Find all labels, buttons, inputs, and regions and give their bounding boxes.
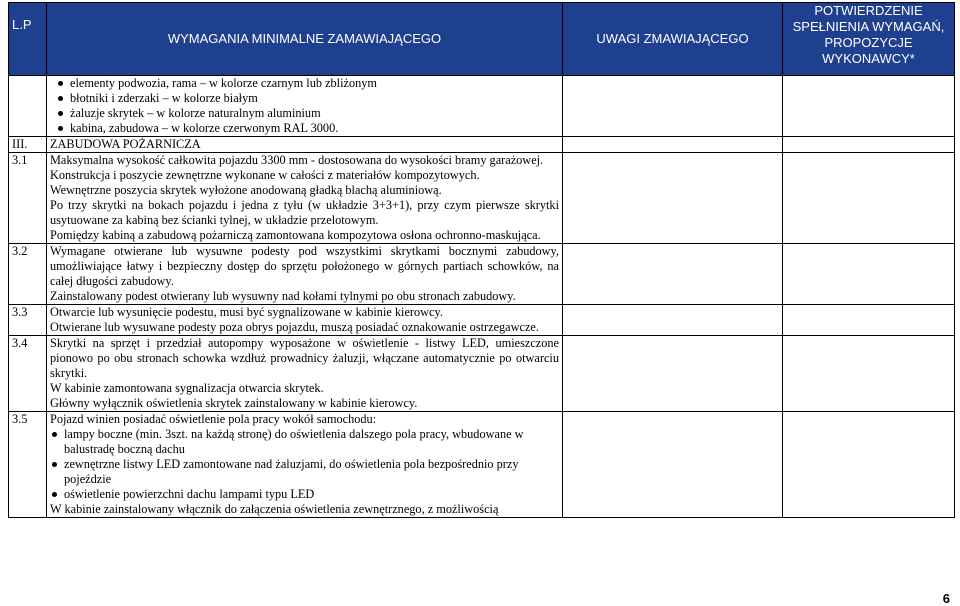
- remarks-cell: [563, 76, 783, 137]
- remarks-cell: [563, 137, 783, 153]
- paragraph: Otwarcie lub wysunięcie podestu, musi być sygnalizowane w kabinie kierowcy.: [50, 305, 443, 319]
- paragraph: Otwierane lub wysuwane podesty poza obrys pojazdu, muszą posiadać oznakowanie ostrzegawcze.: [50, 320, 539, 334]
- paragraph: Wewnętrzne poszycia skrytek wyłożone anodowaną gładką blachą aluminiową.: [50, 183, 442, 197]
- confirm-cell: [783, 244, 955, 305]
- list-item: elementy podwozia, rama – w kolorze czarnym lub zbliżonym: [70, 76, 559, 91]
- remarks-cell: [563, 305, 783, 336]
- requirement-text: [47, 305, 563, 336]
- remarks-cell: [563, 153, 783, 244]
- paragraph: Maksymalna wysokość całkowita pojazdu 3300 mm - dostosowana do wysokości bramy garażowej.: [50, 153, 544, 167]
- header-requirements: WYMAGANIA MINIMALNE ZAMAWIAJĄCEGO: [47, 3, 563, 76]
- requirement-text: [47, 336, 563, 412]
- color-list: [50, 76, 559, 136]
- list-item: oświetlenie powierzchni dachu lampami typu LED: [64, 487, 559, 502]
- section-title: ZABUDOWA POŻARNICZA: [47, 137, 563, 153]
- confirm-cell: [783, 336, 955, 412]
- remarks-cell: [563, 412, 783, 518]
- row-number: 3.1: [9, 153, 47, 244]
- table-row: [9, 412, 955, 518]
- section-row: [9, 137, 955, 153]
- paragraph: W kabinie zamontowana sygnalizacja otwarcia skrytek.: [50, 381, 324, 395]
- row-number: [9, 76, 47, 137]
- paragraph: Zainstalowany podest otwierany lub wysuwny nad kołami tylnymi po obu stronach zabudowy.: [50, 289, 516, 303]
- paragraph: Konstrukcja i poszycie zewnętrzne wykonane w całości z materiałów kompozytowych.: [50, 168, 480, 182]
- header-lp: L.P: [9, 3, 47, 76]
- paragraph: Po trzy skrytki na bokach pojazdu i jedna z tyłu (w układzie 3+3+1), przy czym pierwsze skrytki usytuowane za kabiną bez ścianki tylnej, w układzie przelotowym.: [50, 198, 559, 227]
- list-item: kabina, zabudowa – w kolorze czerwonym RAL 3000.: [70, 121, 559, 136]
- requirements-table: [8, 2, 955, 518]
- paragraph: Pojazd winien posiadać oświetlenie pola pracy wokół samochodu:: [50, 412, 377, 426]
- paragraph: Główny wyłącznik oświetlenia skrytek zainstalowany w kabinie kierowcy.: [50, 396, 418, 410]
- row-number: 3.3: [9, 305, 47, 336]
- requirement-text: [47, 412, 563, 518]
- paragraph: Skrytki na sprzęt i przedział autopompy wyposażone w oświetlenie - listwy LED, umieszczone pionowo po obu stronach schowka wzdłuż prowadnicy żaluzji, włączane automatycznie po otwarciu skrytki.: [50, 336, 559, 380]
- remarks-cell: [563, 244, 783, 305]
- list-item: błotniki i zderzaki – w kolorze białym: [70, 91, 559, 106]
- row-number: 3.5: [9, 412, 47, 518]
- page-number: 6: [942, 591, 950, 606]
- remarks-cell: [563, 336, 783, 412]
- list-item: żaluzje skrytek – w kolorze naturalnym aluminium: [70, 106, 559, 121]
- row-number: 3.2: [9, 244, 47, 305]
- table-row: [9, 76, 955, 137]
- confirm-cell: [783, 153, 955, 244]
- header-confirm: POTWIERDZENIE SPEŁNIENIA WYMAGAŃ, PROPOZYCJE WYKONAWCY*: [783, 3, 955, 76]
- row-number: 3.4: [9, 336, 47, 412]
- table-row: [9, 336, 955, 412]
- paragraph: Pomiędzy kabiną a zabudową pożarniczą zamontowana kompozytowa osłona ochronno-maskująca.: [50, 228, 541, 242]
- list-item: zewnętrzne listwy LED zamontowane nad żaluzjami, do oświetlenia pola bezpośrednio przy pojeździe: [64, 457, 559, 487]
- paragraph: W kabinie zainstalowany włącznik do załączenia oświetlenia zewnętrznego, z możliwością: [50, 502, 499, 516]
- confirm-cell: [783, 305, 955, 336]
- table-row: [9, 244, 955, 305]
- requirement-text: [47, 244, 563, 305]
- table-header: [9, 3, 955, 76]
- confirm-cell: [783, 412, 955, 518]
- list-item: lampy boczne (min. 3szt. na każdą stronę) do oświetlenia dalszego pola pracy, wbudowane w balustradę boczną dachu: [64, 427, 559, 457]
- section-number: III.: [9, 137, 47, 153]
- confirm-cell: [783, 76, 955, 137]
- paragraph: Wymagane otwierane lub wysuwne podesty pod wszystkimi skrytkami bocznymi zabudowy, umożliwiające łatwy i bezpieczny dostęp do sprzętu położonego w górnych partiach schowków, na całej długości zabudowy.: [50, 244, 559, 288]
- header-remarks: UWAGI ZMAWIAJĄCEGO: [563, 3, 783, 76]
- table-row: [9, 153, 955, 244]
- confirm-cell: [783, 137, 955, 153]
- requirement-text: [47, 153, 563, 244]
- color-list-cell: [47, 76, 563, 137]
- lighting-list: [50, 427, 559, 502]
- table-row: [9, 305, 955, 336]
